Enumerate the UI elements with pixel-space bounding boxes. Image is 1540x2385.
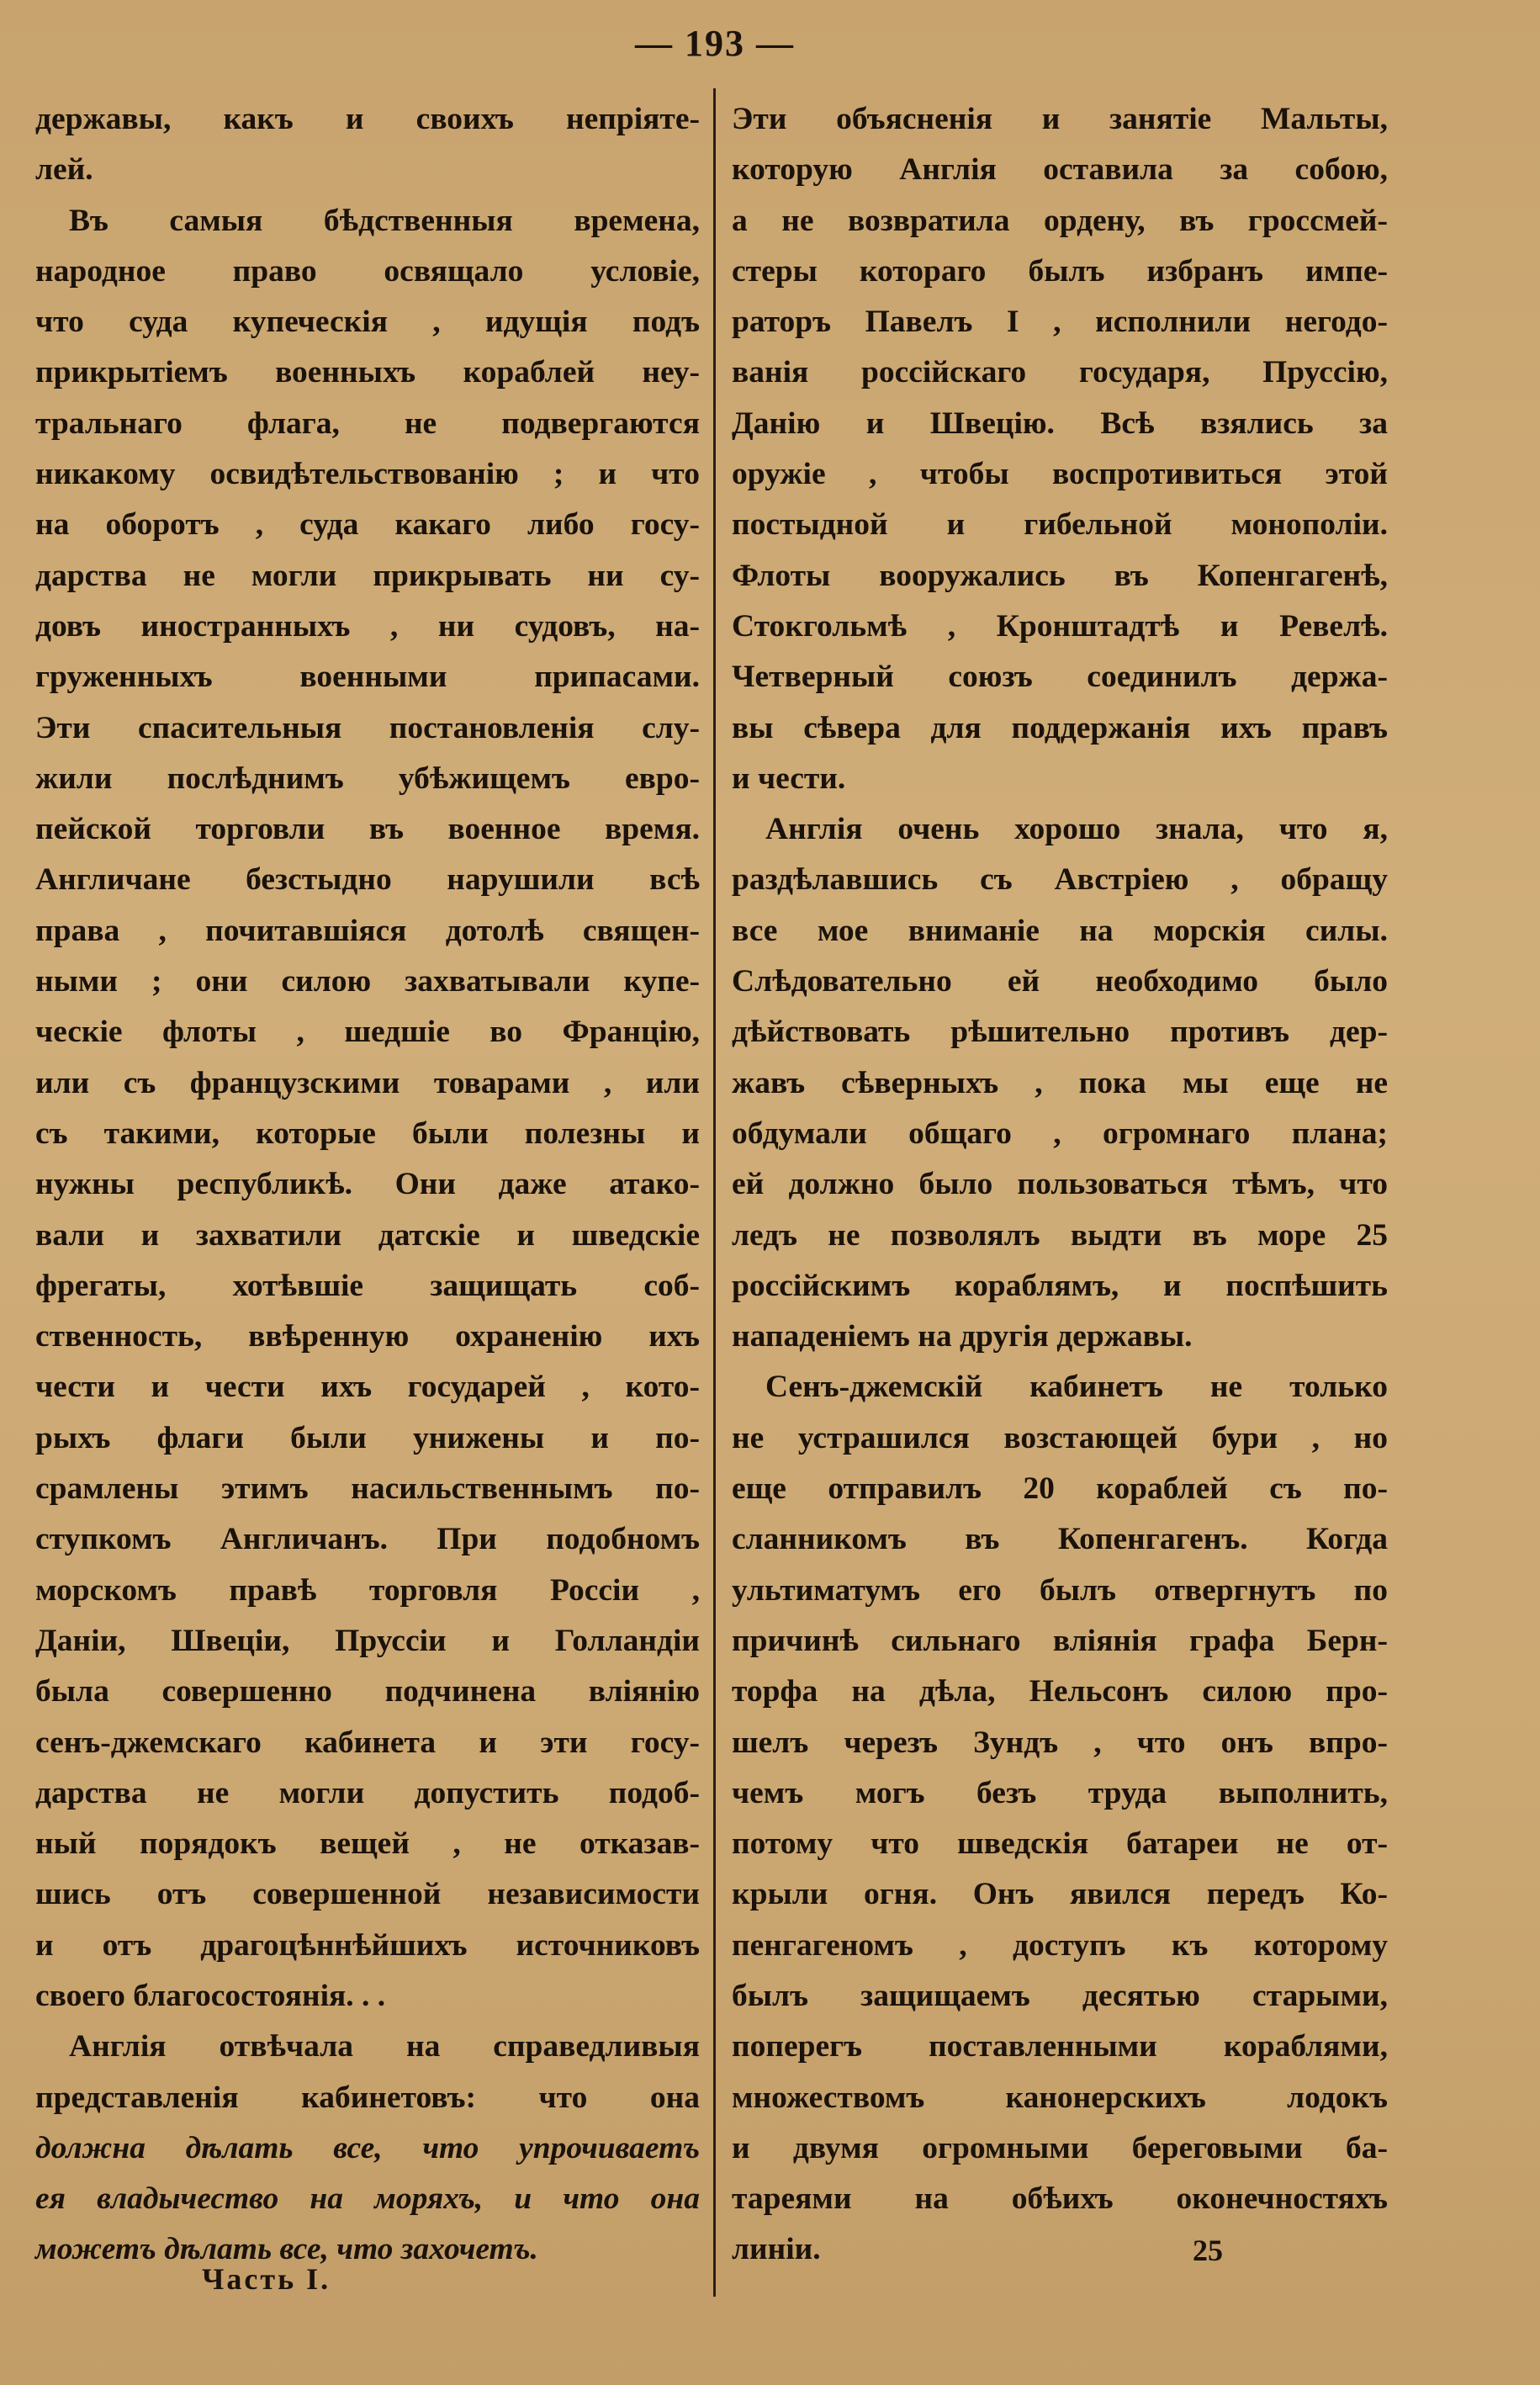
text-line: Эти спасительныя постановленія слу-: [35, 710, 700, 745]
text-line: все мое вниманіе на морскія силы.: [732, 913, 1388, 948]
text-line: и чести.: [732, 761, 846, 796]
text-line: сланникомъ въ Копенгагенъ. Когда: [732, 1522, 1388, 1557]
text-line: Въ самыя бѣдственныя времена,: [69, 203, 700, 238]
text-line: или съ французскими товарами , или: [35, 1065, 700, 1100]
text-line: постыдной и гибельной монополіи.: [732, 507, 1388, 543]
text-line: причинѣ сильнаго вліянія графа Берн-: [732, 1623, 1388, 1658]
text-line: дѣйствовать рѣшительно противъ дер-: [732, 1015, 1388, 1050]
text-line: ей должно было пользоваться тѣмъ, что: [732, 1167, 1388, 1202]
text-line: державы, какъ и своихъ непріяте-: [35, 102, 700, 136]
text-line: чести и чести ихъ государей , кото-: [35, 1370, 700, 1405]
text-line: пейской торговли въ военное время.: [35, 812, 700, 847]
text-line: дарства не могли прикрывать ни су-: [35, 558, 700, 593]
text-line: россійскимъ кораблямъ, и поспѣшить: [732, 1268, 1388, 1303]
text-line: на оборотъ , суда какаго либо госу-: [35, 507, 700, 543]
left-text-column: [35, 94, 700, 2276]
text-line: нужны республикѣ. Они даже атако-: [35, 1167, 700, 1202]
text-line: Англичане безстыдно нарушили всѣ: [35, 862, 700, 898]
text-line: Слѣдовательно ей необходимо было: [732, 964, 1388, 999]
text-line: и двумя огромными береговыми ба-: [732, 2130, 1388, 2165]
text-line: была совершенно подчинена вліянію: [35, 1674, 700, 1709]
right-text-column: [732, 94, 1388, 2276]
text-line: которую Англія оставила за собою,: [732, 152, 1388, 188]
text-line: представленія кабинетовъ: что она: [35, 2080, 700, 2115]
text-line: шись отъ совершенной независимости: [35, 1877, 700, 1912]
text-line: никакому освидѣтельствованію ; и что: [35, 457, 700, 492]
text-line: съ такими, которые были полезны и: [35, 1116, 700, 1151]
text-line: ультиматумъ его былъ отвергнутъ по: [732, 1572, 1388, 1608]
text-line: торфа на дѣла, Нельсонъ силою про-: [732, 1674, 1388, 1709]
text-line: Стокгольмѣ , Кронштадтѣ и Ревелѣ.: [732, 608, 1388, 644]
text-line: ледъ не позволялъ выдти въ море 25: [732, 1217, 1388, 1253]
text-line: Даніи, Швеціи, Пруссіи и Голландіи: [35, 1623, 700, 1658]
text-line: поперегъ поставленными кораблями,: [732, 2029, 1388, 2064]
page-number: — 193 —: [635, 23, 795, 64]
text-line: морскомъ правѣ торговля Россіи ,: [35, 1572, 700, 1608]
text-line: Англія очень хорошо знала, что я,: [765, 812, 1388, 847]
text-line: а не возвратила ордену, въ гроссмей-: [732, 203, 1388, 238]
text-line: Англія отвѣчала на справедливыя: [69, 2029, 700, 2064]
text-line: былъ защищаемъ десятью старыми,: [732, 1978, 1388, 2013]
text-line: и отъ драгоцѣннѣйшихъ источниковъ: [35, 1927, 700, 1963]
text-line: срамлены этимъ насильственнымъ по-: [35, 1471, 700, 1507]
text-line: народное право освящало условіе,: [35, 253, 700, 289]
text-line: довъ иностранныхъ , ни судовъ, на-: [35, 608, 700, 644]
text-line: Четверный союзъ соединилъ держа-: [732, 660, 1388, 695]
text-line: фрегаты, хотѣвшіе защищать соб-: [35, 1268, 700, 1303]
text-line: прикрытіемъ военныхъ кораблей неу-: [35, 355, 700, 390]
text-line: дарства не могли допустить подоб-: [35, 1775, 700, 1810]
text-line: своего благосостоянія. . .: [35, 1978, 386, 2013]
text-line: что суда купеческія , идущія подъ: [35, 305, 700, 340]
signature-mark: 25: [1193, 2234, 1223, 2267]
text-line: раздѣлавшись съ Австріею , обращу: [732, 862, 1388, 898]
text-line: еще отправилъ 20 кораблей съ по-: [732, 1471, 1388, 1507]
text-line: ея владычество на моряхъ, и что она: [35, 2181, 700, 2217]
text-line: тральнаго флага, не подвергаются: [35, 405, 700, 441]
text-line: можетъ дѣлать все, что захочетъ.: [35, 2232, 538, 2267]
text-line: обдумали общаго , огромнаго плана;: [732, 1116, 1388, 1151]
text-line: Эти объясненія и занятіе Мальты,: [732, 102, 1388, 136]
text-line: должна дѣлать все, что упрочиваетъ: [35, 2130, 700, 2165]
text-line: ственность, ввѣренную охраненію ихъ: [35, 1319, 700, 1354]
text-line: линіи.: [732, 2232, 821, 2267]
text-line: ванія россійскаго государя, Пруссію,: [732, 355, 1388, 390]
text-line: нападеніемъ на другія державы.: [732, 1319, 1193, 1354]
text-line: стеры котораго былъ избранъ импе-: [732, 253, 1388, 289]
text-line: рыхъ флаги были унижены и по-: [35, 1420, 700, 1455]
text-line: крыли огня. Онъ явился передъ Ко-: [732, 1877, 1388, 1912]
text-line: груженныхъ военными припасами.: [35, 660, 700, 695]
text-line: не устрашился возстающей бури , но: [732, 1420, 1388, 1455]
text-line: пенгагеномъ , доступъ къ которому: [732, 1927, 1388, 1963]
text-line: ными ; они силою захватывали купе-: [35, 964, 700, 999]
column-divider: [713, 88, 716, 2297]
text-line: жили послѣднимъ убѣжищемъ евро-: [35, 761, 700, 796]
text-line: потому что шведскія батареи не от-: [732, 1826, 1388, 1862]
part-label: Часть I.: [202, 2262, 331, 2296]
text-line: множествомъ канонерскихъ лодокъ: [732, 2080, 1388, 2115]
text-line: ческіе флоты , шедшіе во Францію,: [35, 1015, 700, 1050]
text-line: ный порядокъ вещей , не отказав-: [35, 1826, 700, 1862]
text-line: шелъ черезъ Зундъ , что онъ впро-: [732, 1725, 1388, 1760]
text-line: сенъ-джемскаго кабинета и эти госу-: [35, 1725, 700, 1760]
text-line: лей.: [35, 152, 93, 188]
text-line: ступкомъ Англичанъ. При подобномъ: [35, 1522, 700, 1557]
text-line: вы сѣвера для поддержанія ихъ правъ: [732, 710, 1388, 745]
text-line: жавъ сѣверныхъ , пока мы еще не: [732, 1065, 1388, 1100]
text-line: чемъ могъ безъ труда выполнить,: [732, 1775, 1388, 1810]
text-line: оружіе , чтобы воспротивиться этой: [732, 457, 1388, 492]
text-line: тареями на обѣихъ оконечностяхъ: [732, 2181, 1388, 2217]
text-line: Флоты вооружались въ Копенгагенѣ,: [732, 558, 1388, 593]
text-line: раторъ Павелъ I , исполнили негодо-: [732, 305, 1388, 340]
text-line: права , почитавшіяся дотолѣ священ-: [35, 913, 700, 948]
text-line: Данію и Швецію. Всѣ взялись за: [732, 405, 1388, 441]
text-line: вали и захватили датскіе и шведскіе: [35, 1217, 700, 1253]
text-line: Сенъ-джемскій кабинетъ не только: [765, 1370, 1388, 1405]
